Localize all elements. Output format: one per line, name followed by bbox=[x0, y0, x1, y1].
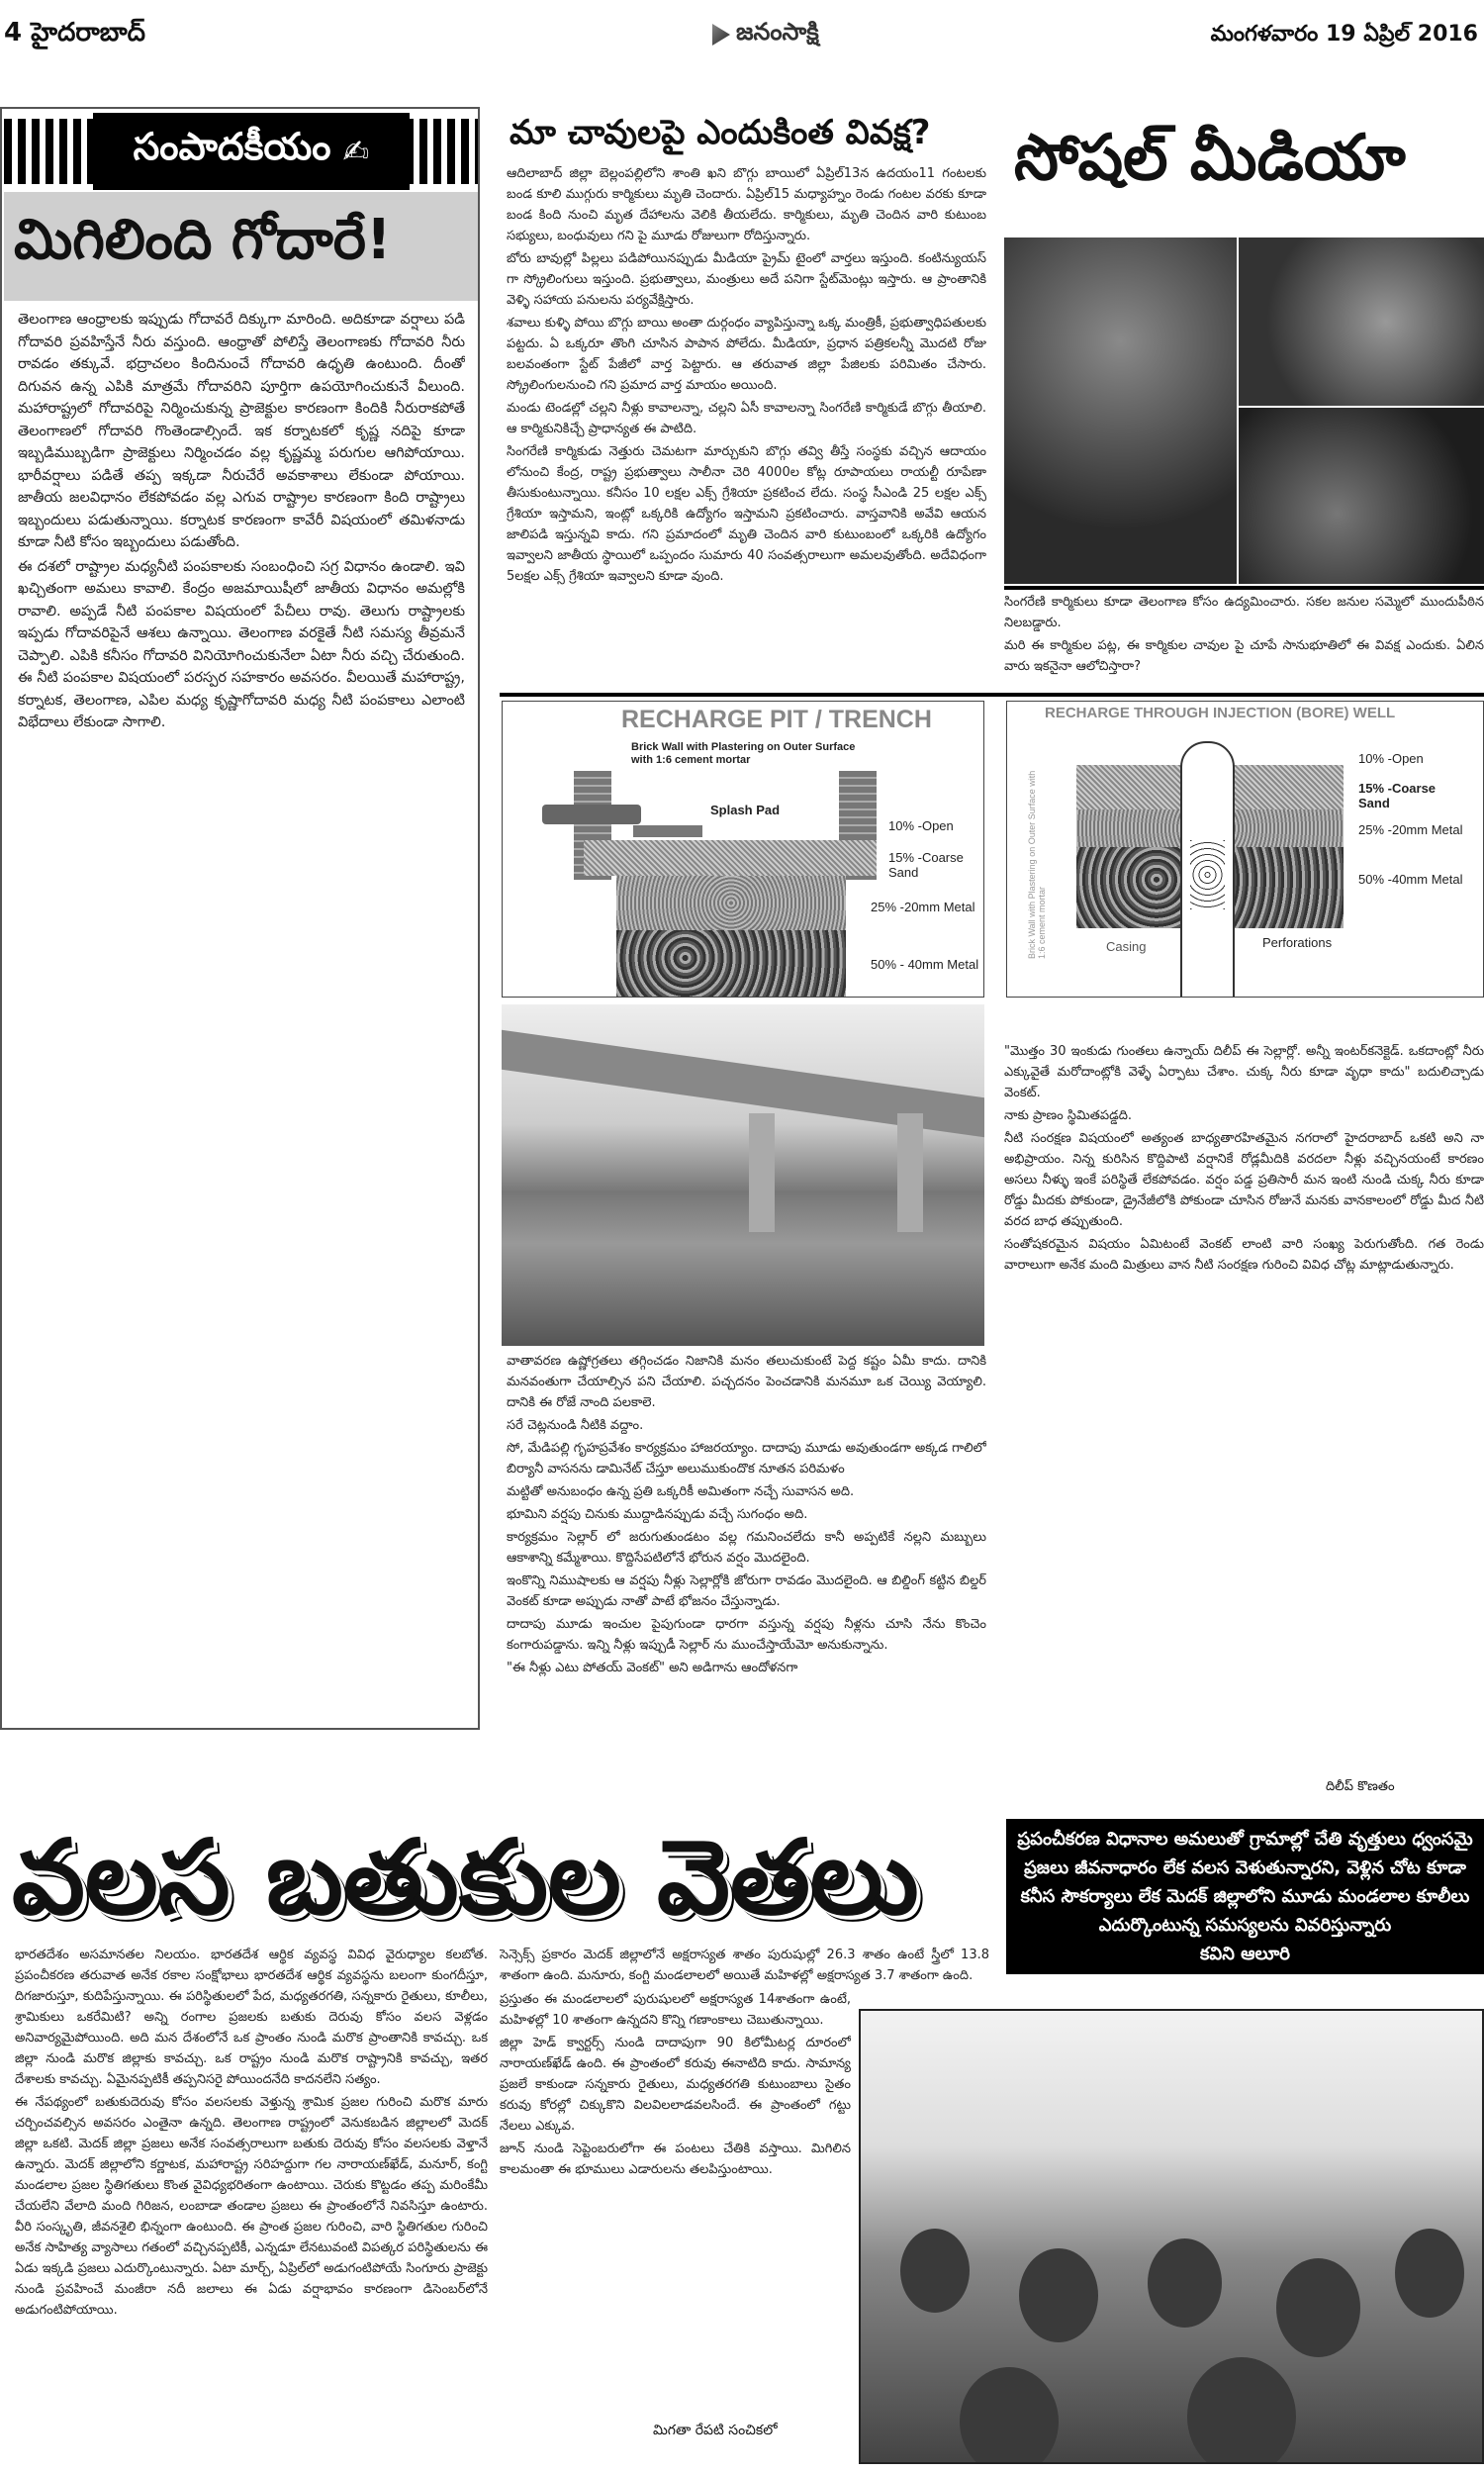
divider bbox=[500, 693, 1484, 697]
sand-layer bbox=[584, 840, 877, 876]
wall-label: Brick Wall with Plastering on Outer Surface with 1:6 cement mortar bbox=[1027, 770, 1047, 959]
paragraph: భూమిని వర్షపు చినుకు ముద్దాడినప్పుడు వచ్చే సుగంధం అది. bbox=[507, 1507, 808, 1522]
layer-label: 15% -Coarse Sand bbox=[1358, 781, 1437, 810]
migration-column-2-top: సెన్సెక్స్ ప్రకారం మెదక్ జిల్లాలోనే అక్షరాస్యత శాతం పురుషుల్లో 26.3 శాతం ఉంటే స్త్రీలో 13.8 శాతంగా ఉంది. మనూరు, కంగ్టి మండలాలలో అయితే మహిళల్లో అక్షరాస్యత 3.7 శాతంగా ఉంది. bbox=[500, 1948, 989, 1983]
coal-article-headline: మా చావులపై ఎందుకింత వివక్ష? bbox=[510, 113, 931, 152]
layer-label: 25% -20mm Metal bbox=[871, 900, 975, 914]
paragraph: "ఈ నీళ్లు ఎటు పోతయ్ వెంకట్" అని అడిగాను ఆందోళనగా bbox=[507, 1661, 798, 1675]
paragraph: దాదాపు మూడు ఇంచుల పైపుగుండా ధారగా వస్తున్న వర్షపు నీళ్లను చూసి నేను కొంచెం కంగారుపడ్డాను. ఇన్ని నీళ్లు ఇప్పుడీ సెల్లార్ ను ముంచేస్తాయేమో అనుకున్నాను. bbox=[507, 1617, 986, 1653]
paragraph: జిల్లా హెడ్ క్వార్టర్స్ నుండి దాదాపుగా 90 కిలోమీటర్ల దూరంలో నారాయణ్‌ఖేడ్ ఉంది. ఈ ప్రాంతంలో కరువు ఈనాటిది కాదు. సామాన్య ప్రజలే కాకుండా సన్నకారు రైతులు, మధ్యతరగతి కుటుంబాలు సైతం కరువు కోరల్లో చిక్కుకొని విలవిలలాడవలసిందే. ఈ ప్రాంతంలో గట్టు నేలలు ఎక్కువ. bbox=[500, 2036, 851, 2134]
editorial-body bbox=[18, 309, 465, 1724]
paragraph: "మొత్తం 30 ఇంకుడు గుంతలు ఉన్నాయ్ దిలీప్ ఈ సెల్లార్లో. అన్నీ ఇంటర్‌కనెక్టెడ్. ఒకదాంట్లో నీరు ఎక్కువైతే మరోదాంట్లోకి వెళ్ళే ఏర్పాటు చేశాం. చుక్క నీరు కూడా వృధా కాదు" బదులిచ్చాడు వెంకట్. bbox=[1004, 1044, 1484, 1100]
migration-column-2 bbox=[500, 1989, 851, 2405]
paragraph: శవాలు కుళ్ళి పోయి బొగ్గు బాయి అంతా దుర్గంధం వ్యాపిస్తున్నా ఒక్క మంత్రికీ, ప్రభుత్వాధిపతులకు పట్టదు. ఏ ఒక్కరూ తొంగి చూసిన పాపాన పోలేదు. మీడియా, ప్రధాన పత్రికలన్నీ మొదటి రోజు బలవంతంగా స్టేట్ పేజీలో వార్త పెట్టారు. ఆ తరువాత జిల్లా పేజిలకు పరిమితం చేసారు. స్క్రోలింగులనుంచి గని ప్రమాద వార్త మాయం అయింది. bbox=[507, 316, 986, 393]
paragraph: తెలంగాణ ఆంధ్రాలకు ఇప్పుడు గోదావరే దిక్కుగా మారింది. అదికూడా వర్షాలు పడి గోదావరి ప్రవహిస్తేనే నీరు వస్తుంది. ఆంధ్రాతో పోలిస్తే తెలంగాణకు గోదావరి నీరు రావడం తక్కువే. భద్రాచలం కిందినుంచే గోదావరి ఉధృతి ఉంటుంది. దీంతో దిగువన ఉన్న ఎపికి మాత్రమే గోదావరిని పూర్తిగా ఉపయోగించుకునే వీలుంది. మహారాష్ట్రలో గోదావరిపై నిర్మించుకున్న ప్రాజెక్టుల కారణంగా కిందికి నీరురాకపోతే తెలంగాణలో గోదావరి గొంతెండాల్సిందే. ఇక కర్నాటకలో కృష్ణ నదిపై కూడా ఇబ్బడిముబ్బడిగా ప్రాజెక్టులు నిర్మించడం వల్ల కృష్ణమ్మ పరుగుల ఆగిపోయాయి. భారీవర్షాలు పడితే తప్ప ఇక్కడా నీరుచేరే అవకాశాలు లేకుండా పోయాయి. జాతీయ జలవిధానం లేకపోవడం వల్ల ఎగువ రాష్ట్రాల కారణంగా కింది రాష్ట్రాలు ఇబ్బందులు పడుతున్నాయి. కర్నాటక కారణంగా కావేరీ విషయంలో తమిళనాడు కూడా నీటి కోసం ఇబ్బందులు పడుతోంది. bbox=[18, 312, 465, 550]
edition-name: హైదరాబాద్ bbox=[31, 18, 145, 48]
paragraph: సంతోషకరమైన విషయం ఏమిటంటే వెంకట్ లాంటి వారి సంఖ్య పెరుగుతోంది. గత రెండు వారాలుగా అనేక మంది మిత్రులు వాన నీటి సంరక్షణ గురించి వివిధ చోట్ల మాట్లాడుతున్నారు. bbox=[1004, 1237, 1484, 1273]
newspaper-logo bbox=[712, 18, 819, 51]
perforations-label: Perforations bbox=[1262, 935, 1333, 950]
splash-pad-label: Splash Pad bbox=[710, 803, 781, 817]
migration-standfirst-box bbox=[1006, 1819, 1484, 1974]
issue-date: మంగళవారం 19 ఏప్రిల్ 2016 bbox=[1210, 22, 1478, 47]
person bbox=[960, 2367, 1059, 2464]
standfirst-text: ప్రపంచీకరణ విధానాల అమలుతో గ్రామాల్లో చేతి వృత్తులు ధ్వంసమై ప్రజలు జీవనాధారం లేక వలస వెళుతున్నారని, వెళ్లిన చోట కూడా కనీస సౌకర్యాలు లేక మెదక్ జిల్లాలోని మూడు మండలాల కూలీలు ఎదుర్కొంటున్న సమస్యలను వివరిస్తున్నారు bbox=[1017, 1829, 1473, 1936]
page-header-left bbox=[4, 18, 145, 53]
social-media-headline: సోషల్ మీడియా bbox=[1014, 122, 1406, 195]
wall-label: Brick Wall with Plastering on Outer Surface with 1:6 cement mortar bbox=[631, 741, 856, 766]
layer-label: 25% -20mm Metal bbox=[1358, 822, 1463, 837]
recharge-pit-diagram bbox=[502, 701, 984, 998]
mine-workers-photo bbox=[1239, 238, 1484, 406]
layer-label: 10% -Open bbox=[1358, 751, 1424, 766]
mine-accident-photo bbox=[1239, 408, 1484, 584]
paragraph: మట్టితో అనుబంధం ఉన్న ప్రతి ఒక్కరికీ అమితంగా నచ్చే సువాసన అది. bbox=[507, 1484, 855, 1499]
paragraph: మండు టెండల్లో చల్లని నీళ్లు కావాలన్నా, చల్లని ఏసీ కావాలన్నా సింగరేణి కార్మికుడే బొగ్గు తీయాలి. ఆ కార్మికునికిచ్చే ప్రాధాన్యత ఈ పాటిది. bbox=[507, 401, 986, 436]
coal-article-body bbox=[507, 163, 986, 683]
layer-label: 50% - 40mm Metal bbox=[871, 957, 979, 972]
flooded-road-photo bbox=[502, 1004, 984, 1346]
migration-headline: వలస బతుకుల వెతలు bbox=[12, 1817, 919, 1938]
coarse-metal-layer bbox=[616, 930, 846, 998]
paragraph: సింగరేణి కార్మికుడు నెత్తురు చెమటగా మార్చుకుని బొగ్గు తవ్వి తీస్తే సంస్థకు వచ్చిన ఆదాయం లోనుంచి కేంద్ర, రాష్ట్ర ప్రభుత్వాలు సాలీనా చెరి 4000ల కోట్ల రూపాయలు రాయల్టీ రూపేణా తీసుకుంటున్నాయి. కనీసం 10 లక్షల ఎక్స్ గ్రేశియా ప్రకటించ లేదు. సంస్థ సీఎండి 25 లక్షల ఎక్స్ గ్రేశియా ఇస్తామని, ఇంట్లో ఒక్కరికి ఉద్యోగం ఇస్తామని ప్రకటించారు. వాస్తవానికి అవేవి ఆయన జాలిపడి ఇస్తున్నవి కాదు. గని ప్రమాదంలో మృతి చెందిన వారి కుటుంబంలో ఒక్కరికి ఉద్యోగం ఇవ్వాలని జాతీయ స్థాయిలో ఒప్పందం సుమారు 40 సంవత్సరాలుగా అమలవుతోంది. అదేవిధంగా 5లక్షల ఎక్స్ గ్రేశియా ఇవ్వాలని కూడా వుంది. bbox=[507, 444, 986, 584]
paragraph: సింగరేణి కార్మికులు కూడా తెలంగాణ కోసం ఉద్యమించారు. సకల జనుల సమ్మెలో ముందుపీఠిన నిలబడ్డారు. bbox=[1004, 595, 1484, 630]
editorial-headline: మిగిలింది గోదారే! bbox=[4, 192, 478, 301]
migrant-workers-bus-photo bbox=[859, 2009, 1484, 2464]
coal-miners-photo bbox=[1004, 238, 1237, 584]
flyover-pillar bbox=[749, 1113, 775, 1232]
layer-label: 15% -Coarse Sand bbox=[888, 850, 964, 880]
migration-column-1 bbox=[15, 1945, 488, 2464]
paragraph: ప్రస్తుతం ఈ మండలాలలో పురుషులలో అక్షరాస్యత 14శాతంగా ఉంటే, మహిళల్లో 10 శాతంగా ఉన్నదని కొన్ని గణాంకాలు చెబుతున్నాయి. bbox=[500, 1992, 851, 2028]
person bbox=[1148, 2238, 1222, 2328]
fine-metal-layer bbox=[616, 876, 846, 930]
diagram-title: RECHARGE PIT / TRENCH bbox=[621, 706, 932, 733]
divider bbox=[1004, 586, 1484, 590]
continued-note: మిగతా రేపటి సంచికలో bbox=[653, 2423, 778, 2438]
author-byline: దిలీప్ కొణతం bbox=[1326, 1779, 1395, 1794]
paragraph: ఈ నేపథ్యంలో బతుకుదెరువు కోసం వలసలకు వెళ్తున్న శ్రామిక ప్రజల గురించి మరొక మారు చర్చించవల్సిన అవసరం ఎంతైనా ఉన్నది. తెలంగాణ రాష్ట్రంలో వెనుకబడిన జిల్లాలలో మెదక్ జిల్లా ఒకటి. మెదక్ జిల్లా ప్రజలు అనేక సంవత్సరాలుగా బతుకు దెరువు కోసం వలసలకు వెళ్తానే ఉన్నారు. మెదక్ జిల్లాలోని కర్ణాటక, మహారాష్ట్ర సరిహద్దుగా గల నారాయణ్‌ఖేడ్, మనూర్, కంగ్టి మండలాల ప్రజల స్థితిగతులు కొంత వైవిధ్యభరితంగా ఉంటాయి. చెరుకు కొట్టడం తప్ప మరింకేమీ చేయలేని వేలాది మంది గిరిజన, లంబాడా తండాల ప్రజలు ఈ ప్రాంతంలోనే నివసిస్తూ ఉంటారు. వీరి సంస్కృతి, జీవనశైలి భిన్నంగా ఉంటుంది. ఈ ప్రాంత ప్రజల గురించి, వారి స్థితిగతుల గురించి అనేక సాహిత్య వ్యాసాలు గతంలో వచ్చినప్పటికీ, ఎన్నడూ లేనటువంటి విపత్కర పరిస్థితులను ఈ ఏడు ఇక్కడి ప్రజలు ఎదుర్కొంటున్నారు. ఏటా మార్చ్, ఏప్రిల్‌లో అడుగంటిపోయే సింగూరు ప్రాజెక్టు నుండి ప్రవహించే మంజీరా నదీ జలాలు ఈ ఏడు వర్షాభావం కారణంగా డిసెంబర్‌లోనే అడుగంటిపోయాయి. bbox=[15, 2095, 488, 2318]
paragraph: నీటి సంరక్షణ విషయంలో అత్యంత బాధ్యతారహితమైన నగరాలో హైదరాబాద్ ఒకటి అని నా అభిప్రాయం. నిన్న కురిసిన కొద్దిపాటి వర్షానికే రోడ్లమీదికి వరదలా నీళ్లు వచ్చినయంటే కారణం అసలు నీళ్ళు ఇంకే పరిస్థితే లేకపోవడం. వర్షం పడ్డ ప్రతిసారీ మన ఇంటి నుండి చుక్క నీరు కూడా రోడ్డు మీదకు పోకుండా, డ్రైనేజీలోకి పోకుండా చూసిన రోజునే మనకు వానకాలంలో రోడ్డు మీద నీటి వరద బాధ తప్పుతుంది. bbox=[1004, 1131, 1484, 1229]
author-name: కవిని ఆలూరి bbox=[1200, 1944, 1290, 1964]
person bbox=[1395, 2229, 1464, 2318]
paragraph: కార్యక్రమం సెల్లార్ లో జరుగుతుండటం వల్ల గమనించలేదు కానీ అప్పటికే నల్లని మబ్బులు ఆకాశాన్ని కమ్మేశాయి. కొద్దిసేపటిలోనే భోరున వర్షం మొదలైంది. bbox=[507, 1530, 986, 1566]
person bbox=[900, 2229, 970, 2313]
logo-text: జనంసాక్షి bbox=[736, 18, 819, 46]
injection-well-diagram bbox=[1006, 701, 1484, 998]
social-media-middle-column bbox=[507, 1351, 986, 1786]
paragraph: వాతావరణ ఉష్ణోగ్రతలు తగ్గించడం నిజానికి మనం తలుచుకుంటే పెద్ద కష్టం ఏమీ కాదు. దానికి మనవంతుగా చేయాల్సిన పని చేయాలి. పచ్చదనం పెంచడానికి మనమూ ఒక చెయ్యి వెయ్యాలి. దానికి ఈ రోజే నాంది పలకాలె. bbox=[507, 1354, 986, 1410]
layer-label: 10% -Open bbox=[888, 818, 954, 833]
person bbox=[1276, 2258, 1360, 2357]
paragraph: సో, మేడిపల్లి గృహప్రవేశం కార్యక్రమం హాజరయ్యాం. దాదాపు మూడు అవుతుండగా అక్కడ గాలిలో బిర్యానీ వాసనను డామినేట్ చేస్తూ అలుముకుందొక నూతన పరిమళం bbox=[507, 1441, 986, 1476]
paragraph: భారతదేశం అసమానతల నిలయం. భారతదేశ ఆర్థిక వ్యవస్థ వివిధ వైరుధ్యాల కలబోత. ప్రపంచీకరణ తరువాత అనేక రకాల సంక్షోభాలు భారతదేశ ఆర్థిక వ్యవస్థను బలంగా కుంగదీస్తూ, దిగజారుస్తూ, కుదిపేస్తున్నాయి. ఈ పరిస్థితులలో పేద, మధ్యతరగతి, సన్నకారు రైతులు, కూలీలు, శ్రామికులు ఒకరేమిటి? అన్ని రంగాల ప్రజలకు బతుకు దెరువు కోసం వలస వెళ్లడం అనివార్యమైపోయింది. అది మన దేశంలోనే ఒక ప్రాంతం నుండి మరొక ప్రాంతానికి కావచ్చు. ఒక జిల్లా నుండి మరొక జిల్లాకు కావచ్చు. ఒక రాష్ట్రం నుండి మరొక రాష్ట్రానికి కావచ్చు, ఇతర దేశాలకు కావచ్చు. ఏమైనప్పటికీ తప్పనిసరై పోయిందనేది కాదనలేని సత్యం. bbox=[15, 1948, 488, 2087]
person bbox=[1187, 2357, 1296, 2464]
flyover-pillar bbox=[897, 1113, 923, 1232]
inlet-pipe bbox=[542, 805, 641, 824]
social-media-right-column bbox=[1004, 1041, 1484, 1768]
logo-mark-icon bbox=[712, 24, 730, 46]
layer-label: 50% -40mm Metal bbox=[1358, 872, 1463, 887]
paragraph: ఆదిలాబాద్ జిల్లా బెల్లంపల్లిలోని శాంతి ఖని బొగ్గు బాయిలో ఏప్రిల్13న ఉదయం11 గంటలకు బండ కూలి ముగ్గురు కార్మికులు మృతి చెందారు. ఏప్రిల్15 మధ్యాహ్నం రెండు గంటల వరకు కూడా బండ కింది నుంచి మృత దేహాలను వెలికి తీయలేదు. కార్మికులు, మృతి చెందిన వారి కుటుంబ సభ్యులు, బంధువులు గని పై మూడు రోజులుగా రోదిస్తున్నారు. bbox=[507, 166, 986, 243]
diagram-title: RECHARGE THROUGH INJECTION (BORE) WELL bbox=[1045, 705, 1396, 721]
perforations bbox=[1190, 840, 1225, 909]
paragraph: బోరు బావుల్లో పిల్లలు పడిపోయినప్పుడు మీడియా ప్రైమ్ టైంలో వార్తలు ఇస్తుంది. కంటిన్యుయస్ గా స్క్రోలింగులు ఇస్తుంది. ప్రభుత్వాలు, మంత్రులు అదే పనిగా స్టేట్‌మెంట్లు ఇస్తారు. ఆ ప్రాంతానికి వెళ్ళి సహాయ పనులను పర్యవేక్షిస్తారు. bbox=[507, 251, 986, 308]
editorial-section bbox=[0, 107, 480, 1730]
paragraph: ఈ దశలో రాష్ట్రాల మధ్యనీటి పంపకాలకు సంబంధించి సగ్ర విధానం ఉండాలి. ఇవి ఖచ్చితంగా అమలు కావాలి. కేంద్రం అజమాయిషీలో జాతీయ విధానం అమల్లోకి రావాలి. అప్పడే నీటి పంపకాల విషయంలో పేచీలు రావు. తెలుగు రాష్ట్రాలకు ఇప్పడు గోదావరిపైనే ఆశలు ఉన్నాయి. తెలంగాణ వరకైతే నీటి సమస్య తీవ్రమనే చెప్పాలి. ఎపికి కనీసం గోదావరి వినియోగించుకునేలా ఏటా నీరు వచ్చి చేరుతుంది. ఈ నీటి పంపకాల విషయంలో పరస్పర సహకారం అవసరం. వీలయితే మహారాష్ట్ర, కర్నాటక, తెలంగాణ, ఎపిల మధ్య కృష్ణాగోదావరి మధ్య నీటి పంపకాలు ఎలాంటి విభేదాలు లేకుండా సాగాలి. bbox=[18, 558, 465, 730]
pen-icon: ✍ bbox=[342, 133, 370, 170]
paragraph: మరి ఈ కార్మికుల పట్ల, ఈ కార్మికుల చావుల పై చూపే సానుభూతిలో ఈ వివక్ష ఎందుకు. ఏలిన వారు ఇకనైనా ఆలోచిస్తారా? bbox=[1004, 638, 1484, 674]
coal-article-conclusion bbox=[1004, 592, 1484, 683]
person bbox=[1019, 2248, 1098, 2342]
paragraph: ఇంకొన్ని నిముషాలకు ఆ వర్షపు నీళ్లు సెల్లార్లోకి జోరుగా రావడం మొదలైంది. ఆ బిల్డింగ్ కట్టిన బిల్డర్ వెంకట్ కూడా అప్పుడు నాతో పాటే భోజనం చేస్తున్నాడు. bbox=[507, 1573, 986, 1609]
splash-pad bbox=[633, 825, 702, 837]
editorial-banner bbox=[4, 111, 478, 190]
editorial-label: సంపాదకీయం bbox=[133, 125, 331, 168]
paragraph: నాకు ప్రాణం స్థిమితపడ్డది. bbox=[1004, 1108, 1133, 1123]
page-number: 4 bbox=[4, 18, 23, 48]
paragraph: జూన్ నుండి సెప్టెంబరులోగా ఈ పంటలు చేతికి వస్తాయి. మిగిలిన కాలమంతా ఈ భూములు ఎడారులను తలపిస్తుంటాయి. bbox=[500, 2141, 851, 2177]
paragraph: సరే చెట్లనుండి నీటికి వద్దాం. bbox=[507, 1418, 644, 1433]
casing-label: Casing bbox=[1106, 939, 1147, 954]
